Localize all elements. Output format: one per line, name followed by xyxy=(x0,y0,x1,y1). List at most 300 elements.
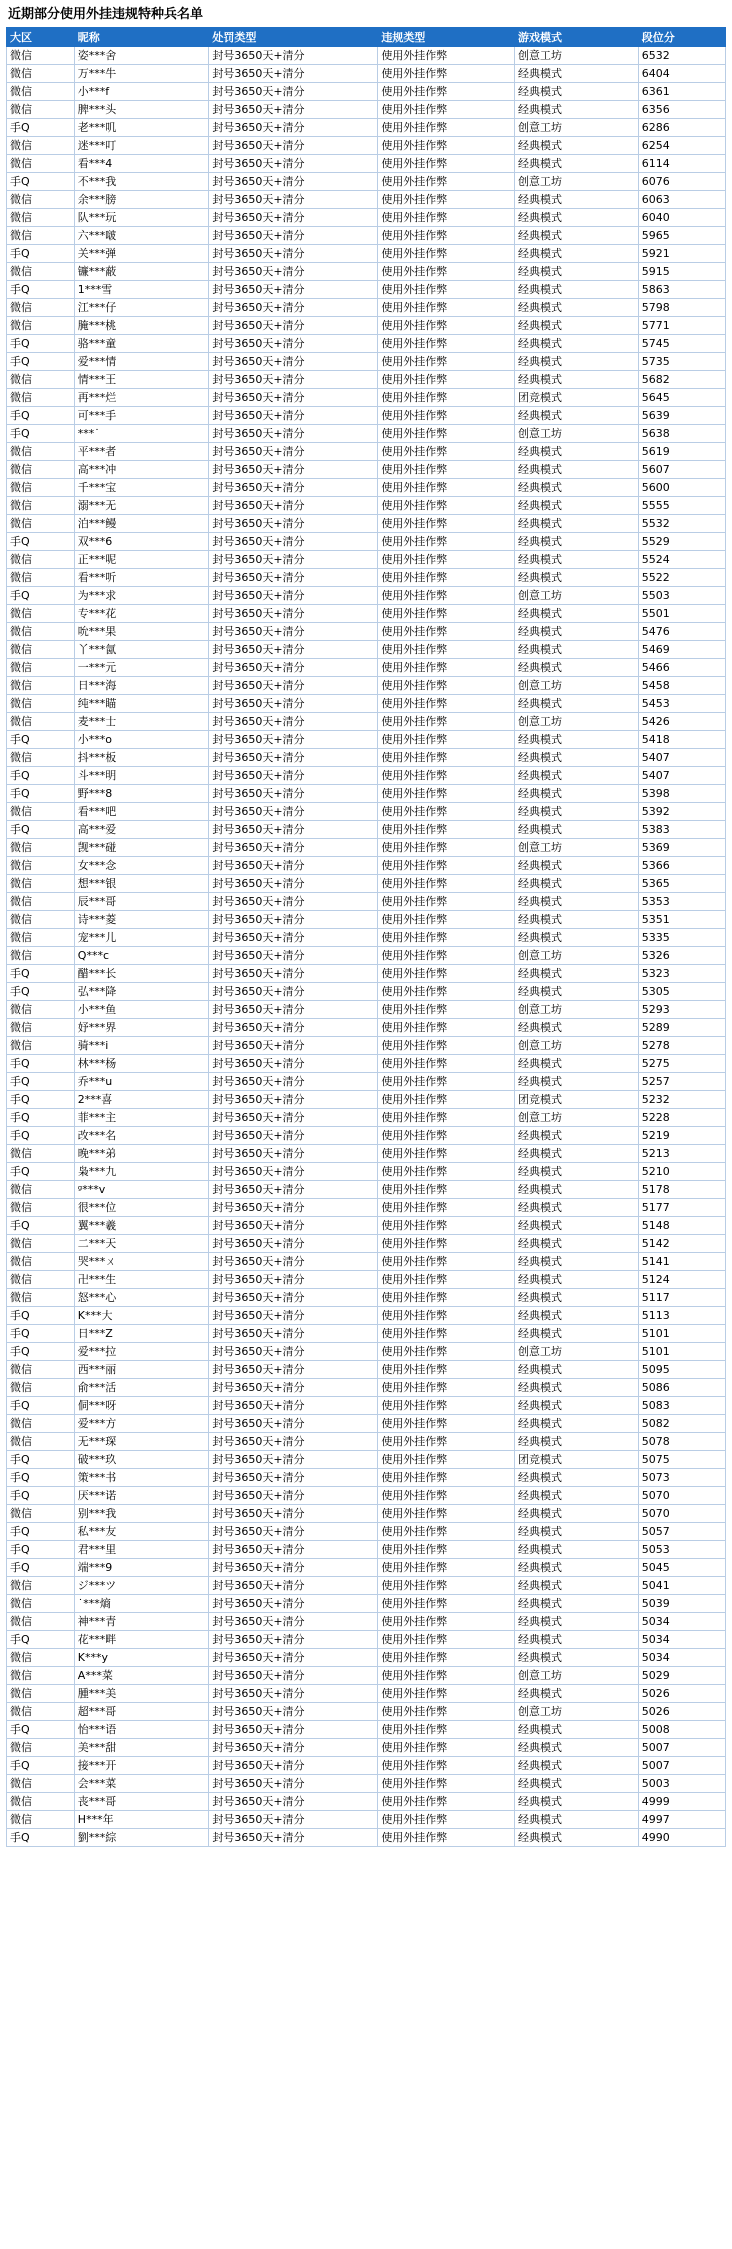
cell-game-mode: 经典模式 xyxy=(515,317,639,335)
cell-punishment-type: 封号3650天+清分 xyxy=(209,659,378,677)
cell-game-mode: 经典模式 xyxy=(515,299,639,317)
cell-punishment-type: 封号3650天+清分 xyxy=(209,1343,378,1361)
table-row xyxy=(7,1757,726,1775)
cell-region: 微信 xyxy=(7,497,75,515)
cell-game-mode: 创意工坊 xyxy=(515,119,639,137)
cell-region: 微信 xyxy=(7,1613,75,1631)
table-row xyxy=(7,1829,726,1847)
cell-violation-type: 使用外挂作弊 xyxy=(378,1109,515,1127)
table-row xyxy=(7,461,726,479)
cell-punishment-type: 封号3650天+清分 xyxy=(209,1577,378,1595)
cell-nickname: 很***位 xyxy=(74,1199,209,1217)
table-row xyxy=(7,1577,726,1595)
cell-violation-type: 使用外挂作弊 xyxy=(378,1019,515,1037)
cell-region: 手Q xyxy=(7,1721,75,1739)
cell-rank-score: 5007 xyxy=(638,1757,725,1775)
cell-region: 微信 xyxy=(7,1433,75,1451)
cell-rank-score: 5407 xyxy=(638,767,725,785)
cell-region: 手Q xyxy=(7,785,75,803)
cell-nickname: 姿***舍 xyxy=(74,47,209,65)
cell-violation-type: 使用外挂作弊 xyxy=(378,335,515,353)
table-row xyxy=(7,209,726,227)
cell-region: 微信 xyxy=(7,1415,75,1433)
cell-violation-type: 使用外挂作弊 xyxy=(378,497,515,515)
table-row xyxy=(7,605,726,623)
table-body xyxy=(7,47,726,1847)
cell-nickname: 林***杨 xyxy=(74,1055,209,1073)
cell-region: 微信 xyxy=(7,857,75,875)
cell-rank-score: 5041 xyxy=(638,1577,725,1595)
cell-game-mode: 经典模式 xyxy=(515,227,639,245)
cell-violation-type: 使用外挂作弊 xyxy=(378,1217,515,1235)
table-row xyxy=(7,857,726,875)
cell-nickname: 江***仔 xyxy=(74,299,209,317)
cell-region: 手Q xyxy=(7,533,75,551)
cell-game-mode: 团竞模式 xyxy=(515,1451,639,1469)
cell-game-mode: 经典模式 xyxy=(515,263,639,281)
cell-punishment-type: 封号3650天+清分 xyxy=(209,101,378,119)
cell-rank-score: 5045 xyxy=(638,1559,725,1577)
cell-nickname: 2***喜 xyxy=(74,1091,209,1109)
cell-nickname: 麦***士 xyxy=(74,713,209,731)
table-row xyxy=(7,1703,726,1721)
cell-game-mode: 经典模式 xyxy=(515,1325,639,1343)
cell-punishment-type: 封号3650天+清分 xyxy=(209,1415,378,1433)
cell-rank-score: 5057 xyxy=(638,1523,725,1541)
cell-region: 微信 xyxy=(7,47,75,65)
cell-region: 微信 xyxy=(7,677,75,695)
cell-game-mode: 经典模式 xyxy=(515,155,639,173)
cell-region: 微信 xyxy=(7,839,75,857)
cell-game-mode: 经典模式 xyxy=(515,1127,639,1145)
table-row xyxy=(7,533,726,551)
cell-punishment-type: 封号3650天+清分 xyxy=(209,1685,378,1703)
cell-violation-type: 使用外挂作弊 xyxy=(378,677,515,695)
cell-rank-score: 4990 xyxy=(638,1829,725,1847)
cell-nickname: 泊***鳗 xyxy=(74,515,209,533)
cell-nickname: 俞***活 xyxy=(74,1379,209,1397)
cell-violation-type: 使用外挂作弊 xyxy=(378,911,515,929)
cell-game-mode: 经典模式 xyxy=(515,659,639,677)
cell-violation-type: 使用外挂作弊 xyxy=(378,173,515,191)
cell-nickname: 辰***哥 xyxy=(74,893,209,911)
cell-region: 手Q xyxy=(7,1757,75,1775)
cell-region: 微信 xyxy=(7,1019,75,1037)
cell-region: 手Q xyxy=(7,587,75,605)
cell-nickname: 看***4 xyxy=(74,155,209,173)
table-row xyxy=(7,281,726,299)
cell-violation-type: 使用外挂作弊 xyxy=(378,353,515,371)
cell-violation-type: 使用外挂作弊 xyxy=(378,1451,515,1469)
cell-region: 微信 xyxy=(7,65,75,83)
cell-violation-type: 使用外挂作弊 xyxy=(378,1235,515,1253)
cell-rank-score: 5008 xyxy=(638,1721,725,1739)
cell-punishment-type: 封号3650天+清分 xyxy=(209,1505,378,1523)
cell-violation-type: 使用外挂作弊 xyxy=(378,119,515,137)
table-row xyxy=(7,1811,726,1829)
cell-rank-score: 5070 xyxy=(638,1505,725,1523)
cell-rank-score: 5073 xyxy=(638,1469,725,1487)
cell-rank-score: 5369 xyxy=(638,839,725,857)
cell-violation-type: 使用外挂作弊 xyxy=(378,1613,515,1631)
cell-rank-score: 5101 xyxy=(638,1325,725,1343)
cell-punishment-type: 封号3650天+清分 xyxy=(209,479,378,497)
cell-nickname: 平***者 xyxy=(74,443,209,461)
cell-rank-score: 5257 xyxy=(638,1073,725,1091)
cell-nickname: 纯***瞄 xyxy=(74,695,209,713)
cell-region: 微信 xyxy=(7,1379,75,1397)
cell-punishment-type: 封号3650天+清分 xyxy=(209,1145,378,1163)
cell-region: 微信 xyxy=(7,479,75,497)
cell-rank-score: 6361 xyxy=(638,83,725,101)
cell-violation-type: 使用外挂作弊 xyxy=(378,65,515,83)
table-row xyxy=(7,1235,726,1253)
table-row xyxy=(7,1541,726,1559)
column-header-rank-score: 段位分 xyxy=(638,28,725,47)
cell-violation-type: 使用外挂作弊 xyxy=(378,1145,515,1163)
table-row xyxy=(7,1073,726,1091)
table-row xyxy=(7,821,726,839)
table-row xyxy=(7,1325,726,1343)
cell-punishment-type: 封号3650天+清分 xyxy=(209,1253,378,1271)
cell-rank-score: 4997 xyxy=(638,1811,725,1829)
cell-violation-type: 使用外挂作弊 xyxy=(378,605,515,623)
cell-region: 微信 xyxy=(7,1001,75,1019)
cell-nickname: 腌***桃 xyxy=(74,317,209,335)
cell-rank-score: 5335 xyxy=(638,929,725,947)
table-row xyxy=(7,965,726,983)
cell-region: 手Q xyxy=(7,245,75,263)
cell-punishment-type: 封号3650天+清分 xyxy=(209,551,378,569)
cell-nickname: 六***啵 xyxy=(74,227,209,245)
cell-punishment-type: 封号3650天+清分 xyxy=(209,371,378,389)
cell-rank-score: 5142 xyxy=(638,1235,725,1253)
cell-game-mode: 创意工坊 xyxy=(515,839,639,857)
cell-rank-score: 6063 xyxy=(638,191,725,209)
cell-rank-score: 5026 xyxy=(638,1685,725,1703)
cell-nickname: 腫***美 xyxy=(74,1685,209,1703)
cell-violation-type: 使用外挂作弊 xyxy=(378,533,515,551)
cell-region: 微信 xyxy=(7,1577,75,1595)
table-row xyxy=(7,893,726,911)
cell-region: 微信 xyxy=(7,749,75,767)
cell-game-mode: 经典模式 xyxy=(515,1181,639,1199)
cell-punishment-type: 封号3650天+清分 xyxy=(209,1811,378,1829)
cell-rank-score: 5522 xyxy=(638,569,725,587)
cell-punishment-type: 封号3650天+清分 xyxy=(209,1775,378,1793)
cell-nickname: 侗***呀 xyxy=(74,1397,209,1415)
cell-rank-score: 5232 xyxy=(638,1091,725,1109)
cell-punishment-type: 封号3650天+清分 xyxy=(209,443,378,461)
cell-region: 微信 xyxy=(7,1181,75,1199)
table-row xyxy=(7,911,726,929)
cell-game-mode: 经典模式 xyxy=(515,857,639,875)
cell-rank-score: 5365 xyxy=(638,875,725,893)
cell-punishment-type: 封号3650天+清分 xyxy=(209,335,378,353)
cell-punishment-type: 封号3650天+清分 xyxy=(209,461,378,479)
cell-punishment-type: 封号3650天+清分 xyxy=(209,569,378,587)
cell-punishment-type: 封号3650天+清分 xyxy=(209,1055,378,1073)
cell-punishment-type: 封号3650天+清分 xyxy=(209,1235,378,1253)
cell-game-mode: 经典模式 xyxy=(515,461,639,479)
table-row xyxy=(7,83,726,101)
cell-violation-type: 使用外挂作弊 xyxy=(378,389,515,407)
cell-region: 微信 xyxy=(7,1703,75,1721)
cell-rank-score: 5078 xyxy=(638,1433,725,1451)
cell-violation-type: 使用外挂作弊 xyxy=(378,731,515,749)
cell-nickname: ˙***熵 xyxy=(74,1595,209,1613)
cell-region: 微信 xyxy=(7,659,75,677)
cell-punishment-type: 封号3650天+清分 xyxy=(209,731,378,749)
cell-region: 微信 xyxy=(7,1811,75,1829)
cell-game-mode: 经典模式 xyxy=(515,821,639,839)
cell-rank-score: 5607 xyxy=(638,461,725,479)
cell-region: 微信 xyxy=(7,911,75,929)
cell-punishment-type: 封号3650天+清分 xyxy=(209,1001,378,1019)
cell-punishment-type: 封号3650天+清分 xyxy=(209,245,378,263)
cell-punishment-type: 封号3650天+清分 xyxy=(209,1397,378,1415)
cell-punishment-type: 封号3650天+清分 xyxy=(209,515,378,533)
table-row xyxy=(7,1001,726,1019)
cell-game-mode: 经典模式 xyxy=(515,1271,639,1289)
cell-rank-score: 5398 xyxy=(638,785,725,803)
cell-region: 手Q xyxy=(7,1307,75,1325)
cell-game-mode: 经典模式 xyxy=(515,1649,639,1667)
cell-region: 手Q xyxy=(7,407,75,425)
cell-violation-type: 使用外挂作弊 xyxy=(378,1163,515,1181)
table-row xyxy=(7,1613,726,1631)
cell-game-mode: 经典模式 xyxy=(515,443,639,461)
cell-violation-type: 使用外挂作弊 xyxy=(378,1721,515,1739)
cell-game-mode: 创意工坊 xyxy=(515,173,639,191)
cell-nickname: 诗***菱 xyxy=(74,911,209,929)
table-row xyxy=(7,1505,726,1523)
table-row xyxy=(7,1181,726,1199)
cell-punishment-type: 封号3650天+清分 xyxy=(209,677,378,695)
cell-violation-type: 使用外挂作弊 xyxy=(378,317,515,335)
cell-rank-score: 5418 xyxy=(638,731,725,749)
cell-region: 微信 xyxy=(7,515,75,533)
table-row xyxy=(7,1685,726,1703)
cell-nickname: 爱***拉 xyxy=(74,1343,209,1361)
cell-nickname: 乔***u xyxy=(74,1073,209,1091)
table-row xyxy=(7,1487,726,1505)
cell-rank-score: 5453 xyxy=(638,695,725,713)
table-row xyxy=(7,1127,726,1145)
cell-region: 手Q xyxy=(7,1523,75,1541)
cell-nickname: 菲***主 xyxy=(74,1109,209,1127)
cell-region: 手Q xyxy=(7,281,75,299)
cell-punishment-type: 封号3650天+清分 xyxy=(209,587,378,605)
cell-violation-type: 使用外挂作弊 xyxy=(378,1055,515,1073)
table-row xyxy=(7,929,726,947)
cell-game-mode: 经典模式 xyxy=(515,1487,639,1505)
cell-violation-type: 使用外挂作弊 xyxy=(378,767,515,785)
cell-rank-score: 5278 xyxy=(638,1037,725,1055)
cell-punishment-type: 封号3650天+清分 xyxy=(209,1757,378,1775)
cell-nickname: K***y xyxy=(74,1649,209,1667)
cell-violation-type: 使用外挂作弊 xyxy=(378,965,515,983)
cell-game-mode: 经典模式 xyxy=(515,1739,639,1757)
cell-punishment-type: 封号3650天+清分 xyxy=(209,1019,378,1037)
table-row xyxy=(7,425,726,443)
cell-punishment-type: 封号3650天+清分 xyxy=(209,983,378,1001)
table-row xyxy=(7,1307,726,1325)
cell-violation-type: 使用外挂作弊 xyxy=(378,929,515,947)
cell-punishment-type: 封号3650天+清分 xyxy=(209,65,378,83)
cell-game-mode: 经典模式 xyxy=(515,1235,639,1253)
cell-game-mode: 经典模式 xyxy=(515,497,639,515)
cell-rank-score: 5086 xyxy=(638,1379,725,1397)
cell-rank-score: 5095 xyxy=(638,1361,725,1379)
table-row xyxy=(7,1253,726,1271)
cell-nickname: 劉***綜 xyxy=(74,1829,209,1847)
cell-violation-type: 使用外挂作弊 xyxy=(378,569,515,587)
table-row xyxy=(7,1415,726,1433)
cell-game-mode: 经典模式 xyxy=(515,911,639,929)
cell-game-mode: 经典模式 xyxy=(515,983,639,1001)
cell-nickname: 不***我 xyxy=(74,173,209,191)
cell-rank-score: 5141 xyxy=(638,1253,725,1271)
cell-game-mode: 经典模式 xyxy=(515,479,639,497)
cell-violation-type: 使用外挂作弊 xyxy=(378,227,515,245)
cell-region: 微信 xyxy=(7,1253,75,1271)
cell-nickname: 枭***九 xyxy=(74,1163,209,1181)
cell-region: 微信 xyxy=(7,299,75,317)
column-header-punishment-type: 处罚类型 xyxy=(209,28,378,47)
table-row xyxy=(7,1433,726,1451)
cell-rank-score: 5210 xyxy=(638,1163,725,1181)
cell-punishment-type: 封号3650天+清分 xyxy=(209,119,378,137)
cell-rank-score: 5034 xyxy=(638,1631,725,1649)
cell-violation-type: 使用外挂作弊 xyxy=(378,695,515,713)
cell-punishment-type: 封号3650天+清分 xyxy=(209,227,378,245)
cell-nickname: 西***丽 xyxy=(74,1361,209,1379)
cell-violation-type: 使用外挂作弊 xyxy=(378,1001,515,1019)
cell-nickname: 正***呢 xyxy=(74,551,209,569)
cell-rank-score: 5178 xyxy=(638,1181,725,1199)
table-row xyxy=(7,1559,726,1577)
cell-violation-type: 使用外挂作弊 xyxy=(378,947,515,965)
cell-rank-score: 5771 xyxy=(638,317,725,335)
cell-nickname: 高***爱 xyxy=(74,821,209,839)
cell-rank-score: 5275 xyxy=(638,1055,725,1073)
cell-punishment-type: 封号3650天+清分 xyxy=(209,155,378,173)
table-row xyxy=(7,587,726,605)
cell-region: 手Q xyxy=(7,1397,75,1415)
cell-punishment-type: 封号3650天+清分 xyxy=(209,785,378,803)
cell-game-mode: 经典模式 xyxy=(515,1379,639,1397)
cell-violation-type: 使用外挂作弊 xyxy=(378,515,515,533)
cell-violation-type: 使用外挂作弊 xyxy=(378,1037,515,1055)
cell-rank-score: 5034 xyxy=(638,1613,725,1631)
cell-nickname: 看***吧 xyxy=(74,803,209,821)
cell-region: 微信 xyxy=(7,1361,75,1379)
cell-nickname: 会***菜 xyxy=(74,1775,209,1793)
cell-game-mode: 经典模式 xyxy=(515,1019,639,1037)
table-row xyxy=(7,839,726,857)
cell-rank-score: 5177 xyxy=(638,1199,725,1217)
cell-region: 手Q xyxy=(7,1073,75,1091)
cell-game-mode: 经典模式 xyxy=(515,785,639,803)
table-row xyxy=(7,245,726,263)
table-row xyxy=(7,1595,726,1613)
cell-region: 微信 xyxy=(7,641,75,659)
cell-violation-type: 使用外挂作弊 xyxy=(378,713,515,731)
table-row xyxy=(7,155,726,173)
cell-game-mode: 经典模式 xyxy=(515,1055,639,1073)
cell-region: 微信 xyxy=(7,947,75,965)
cell-region: 微信 xyxy=(7,551,75,569)
table-row xyxy=(7,1379,726,1397)
cell-punishment-type: 封号3650天+清分 xyxy=(209,1109,378,1127)
cell-rank-score: 5289 xyxy=(638,1019,725,1037)
cell-nickname: 野***8 xyxy=(74,785,209,803)
cell-region: 手Q xyxy=(7,821,75,839)
cell-punishment-type: 封号3650天+清分 xyxy=(209,839,378,857)
table-row xyxy=(7,1469,726,1487)
cell-punishment-type: 封号3650天+清分 xyxy=(209,623,378,641)
cell-region: 微信 xyxy=(7,1271,75,1289)
cell-rank-score: 5638 xyxy=(638,425,725,443)
cell-game-mode: 经典模式 xyxy=(515,605,639,623)
cell-violation-type: 使用外挂作弊 xyxy=(378,893,515,911)
table-row xyxy=(7,1055,726,1073)
cell-game-mode: 经典模式 xyxy=(515,1775,639,1793)
cell-nickname: 队***玩 xyxy=(74,209,209,227)
cell-nickname: 情***王 xyxy=(74,371,209,389)
cell-violation-type: 使用外挂作弊 xyxy=(378,407,515,425)
cell-punishment-type: 封号3650天+清分 xyxy=(209,299,378,317)
cell-nickname: 醋***长 xyxy=(74,965,209,983)
table-row xyxy=(7,785,726,803)
cell-region: 手Q xyxy=(7,1109,75,1127)
cell-game-mode: 经典模式 xyxy=(515,803,639,821)
cell-game-mode: 创意工坊 xyxy=(515,47,639,65)
cell-violation-type: 使用外挂作弊 xyxy=(378,1505,515,1523)
cell-nickname: 厌***诺 xyxy=(74,1487,209,1505)
cell-nickname: 一***元 xyxy=(74,659,209,677)
cell-region: 微信 xyxy=(7,371,75,389)
cell-region: 手Q xyxy=(7,1055,75,1073)
cell-game-mode: 经典模式 xyxy=(515,191,639,209)
cell-region: 微信 xyxy=(7,101,75,119)
cell-nickname: 妤***界 xyxy=(74,1019,209,1037)
cell-nickname: 小***o xyxy=(74,731,209,749)
cell-violation-type: 使用外挂作弊 xyxy=(378,1559,515,1577)
cell-game-mode: 经典模式 xyxy=(515,1415,639,1433)
table-row xyxy=(7,47,726,65)
table-row xyxy=(7,1793,726,1811)
cell-nickname: 看***听 xyxy=(74,569,209,587)
cell-nickname: 改***名 xyxy=(74,1127,209,1145)
cell-region: 微信 xyxy=(7,893,75,911)
cell-region: 微信 xyxy=(7,1235,75,1253)
cell-game-mode: 经典模式 xyxy=(515,137,639,155)
cell-violation-type: 使用外挂作弊 xyxy=(378,155,515,173)
table-row xyxy=(7,641,726,659)
cell-nickname: 日***Z xyxy=(74,1325,209,1343)
cell-violation-type: 使用外挂作弊 xyxy=(378,1361,515,1379)
table-row xyxy=(7,1217,726,1235)
cell-nickname: 别***我 xyxy=(74,1505,209,1523)
cell-rank-score: 5426 xyxy=(638,713,725,731)
table-row xyxy=(7,569,726,587)
cell-region: 微信 xyxy=(7,1199,75,1217)
cell-punishment-type: 封号3650天+清分 xyxy=(209,191,378,209)
cell-punishment-type: 封号3650天+清分 xyxy=(209,893,378,911)
cell-region: 手Q xyxy=(7,1541,75,1559)
